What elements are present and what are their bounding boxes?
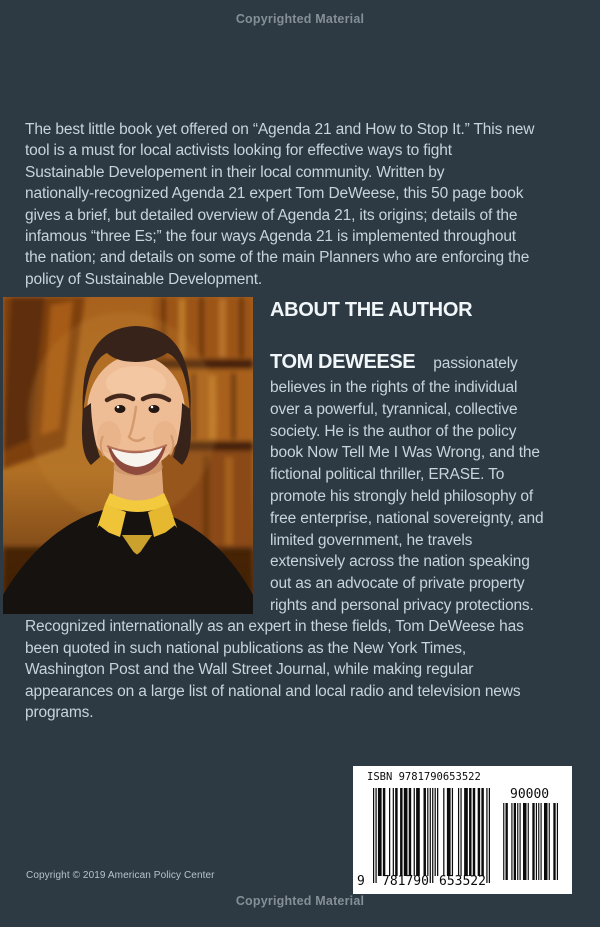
barcode-bar bbox=[532, 803, 534, 880]
barcode-bar bbox=[414, 788, 415, 876]
text-line: been quoted in such national publications as the New York Times, bbox=[25, 639, 467, 657]
barcode-bar bbox=[544, 803, 548, 880]
barcode-bar bbox=[427, 788, 428, 876]
barcode-bar bbox=[383, 788, 385, 876]
barcode-bar bbox=[523, 803, 527, 880]
barcode-bar bbox=[538, 803, 539, 880]
barcode-bar bbox=[478, 788, 480, 876]
barcode-panel bbox=[353, 766, 572, 894]
barcode-bar bbox=[437, 788, 438, 876]
barcode-bar bbox=[443, 788, 444, 876]
author-photo bbox=[3, 297, 253, 614]
barcode-bar bbox=[520, 803, 521, 880]
barcode-bar bbox=[489, 788, 490, 883]
barcode-bar bbox=[375, 788, 376, 883]
text-line: book Now Tell Me I Was Wrong, and the bbox=[270, 444, 540, 462]
barcode-bar bbox=[514, 803, 516, 880]
barcode-bar bbox=[528, 803, 529, 880]
text-line: society. He is the author of the policy bbox=[270, 422, 517, 440]
barcode-bar bbox=[373, 788, 374, 883]
barcode-bar bbox=[435, 788, 436, 876]
ean13-barcode bbox=[373, 788, 490, 883]
barcode-bar bbox=[430, 788, 431, 883]
text-line: appearances on a large list of national and local radio and television news bbox=[25, 682, 521, 700]
text-line: out as an advocate of private property bbox=[270, 575, 525, 593]
barcode-bar bbox=[553, 803, 555, 880]
barcode-bar bbox=[473, 788, 475, 876]
barcode-bar bbox=[404, 788, 408, 876]
barcode-bar bbox=[395, 788, 397, 876]
author-name-line bbox=[270, 351, 518, 374]
text-line: programs. bbox=[25, 704, 94, 721]
text-line: extensively across the nation speaking bbox=[270, 553, 530, 571]
ean5-supplemental-barcode bbox=[502, 803, 558, 880]
text-line: over a powerful, tyrannical, collective bbox=[270, 400, 518, 418]
text-line: limited government, he travels bbox=[270, 531, 473, 549]
closing-paragraph bbox=[25, 616, 524, 724]
text-line: The best little book yet offered on “Agenda 21 and How to Stop It.” This new bbox=[25, 121, 535, 138]
text-line: policy of Sustainable Development. bbox=[25, 270, 263, 288]
barcode-bar bbox=[452, 788, 453, 876]
copyrighted-material-top-label: Copyrighted Material bbox=[235, 12, 365, 26]
copyrighted-material-bottom-label: Copyrighted Material bbox=[235, 894, 365, 908]
left-eye bbox=[115, 405, 126, 413]
barcode-bar bbox=[511, 803, 512, 880]
text-line: free enterprise, national sovereignty, and bbox=[270, 509, 544, 527]
barcode-bar bbox=[423, 788, 425, 876]
barcode-bar bbox=[409, 788, 411, 876]
barcode-bar bbox=[393, 788, 394, 876]
text-line: gives a brief, but detailed overview of Agenda 21, its origins; details of the bbox=[25, 206, 518, 224]
text-line: Sustainable Developement in their local community. Written by bbox=[25, 163, 445, 181]
barcode-bar bbox=[378, 788, 382, 876]
right-eye bbox=[149, 405, 160, 413]
barcode-bar bbox=[517, 803, 518, 880]
barcode-bar bbox=[506, 803, 508, 880]
barcode-bar bbox=[460, 788, 461, 876]
barcode-bar bbox=[416, 788, 420, 876]
text-line: Washington Post and the Wall Street Journal, while making regular bbox=[25, 661, 474, 678]
barcode-bar bbox=[400, 788, 402, 876]
barcode-bar bbox=[557, 803, 558, 880]
barcode-price-code: 90000 bbox=[510, 787, 550, 802]
barcode-bar bbox=[486, 788, 487, 883]
author-bio-paragraph bbox=[270, 377, 543, 617]
text-line: believes in the rights of the individual bbox=[270, 379, 518, 396]
barcode-bar bbox=[458, 788, 459, 876]
text-line: rights and personal privacy protections. bbox=[270, 596, 534, 614]
barcode-bar bbox=[536, 803, 537, 880]
barcode-bar bbox=[503, 803, 504, 880]
bio-first-word: passionately bbox=[433, 355, 518, 372]
intro-paragraph bbox=[25, 119, 534, 290]
isbn-label: ISBN 9781790653522 bbox=[367, 771, 481, 783]
barcode-bar bbox=[549, 803, 550, 880]
barcode-digit-group1: 781790 bbox=[382, 874, 429, 889]
text-line: tool is a must for local activists looking for effective ways to fight bbox=[25, 142, 452, 160]
barcode-bar bbox=[389, 788, 390, 876]
about-the-author-heading: ABOUT THE AUTHOR bbox=[270, 299, 473, 321]
barcode-bar bbox=[464, 788, 468, 876]
barcode-bar bbox=[541, 803, 542, 880]
text-line: nationally-recognized Agenda 21 expert Tom DeWeese, this 50 page book bbox=[25, 185, 524, 203]
text-line: fictional political thriller, ERASE. To bbox=[270, 466, 505, 484]
copyright-line: Copyright © 2019 American Policy Center bbox=[26, 870, 215, 881]
barcode-bar bbox=[447, 788, 451, 876]
text-line: the nation; and details on some of the main Planners who are enforcing the bbox=[25, 249, 530, 267]
author-name: TOM DEWEESE bbox=[270, 351, 416, 373]
barcode-digit-group2: 653522 bbox=[439, 874, 486, 889]
barcode-digit-lead: 9 bbox=[357, 874, 365, 889]
text-line: promote his strongly held philosophy of bbox=[270, 487, 533, 505]
barcode-bar bbox=[481, 788, 483, 876]
text-line: infamous “three Es;” the four ways Agenda 21 is implemented throughout bbox=[25, 228, 516, 246]
text-line: Recognized internationally as an expert in these fields, Tom DeWeese has bbox=[25, 618, 524, 635]
barcode-bar bbox=[469, 788, 471, 876]
barcode-bar bbox=[432, 788, 433, 883]
